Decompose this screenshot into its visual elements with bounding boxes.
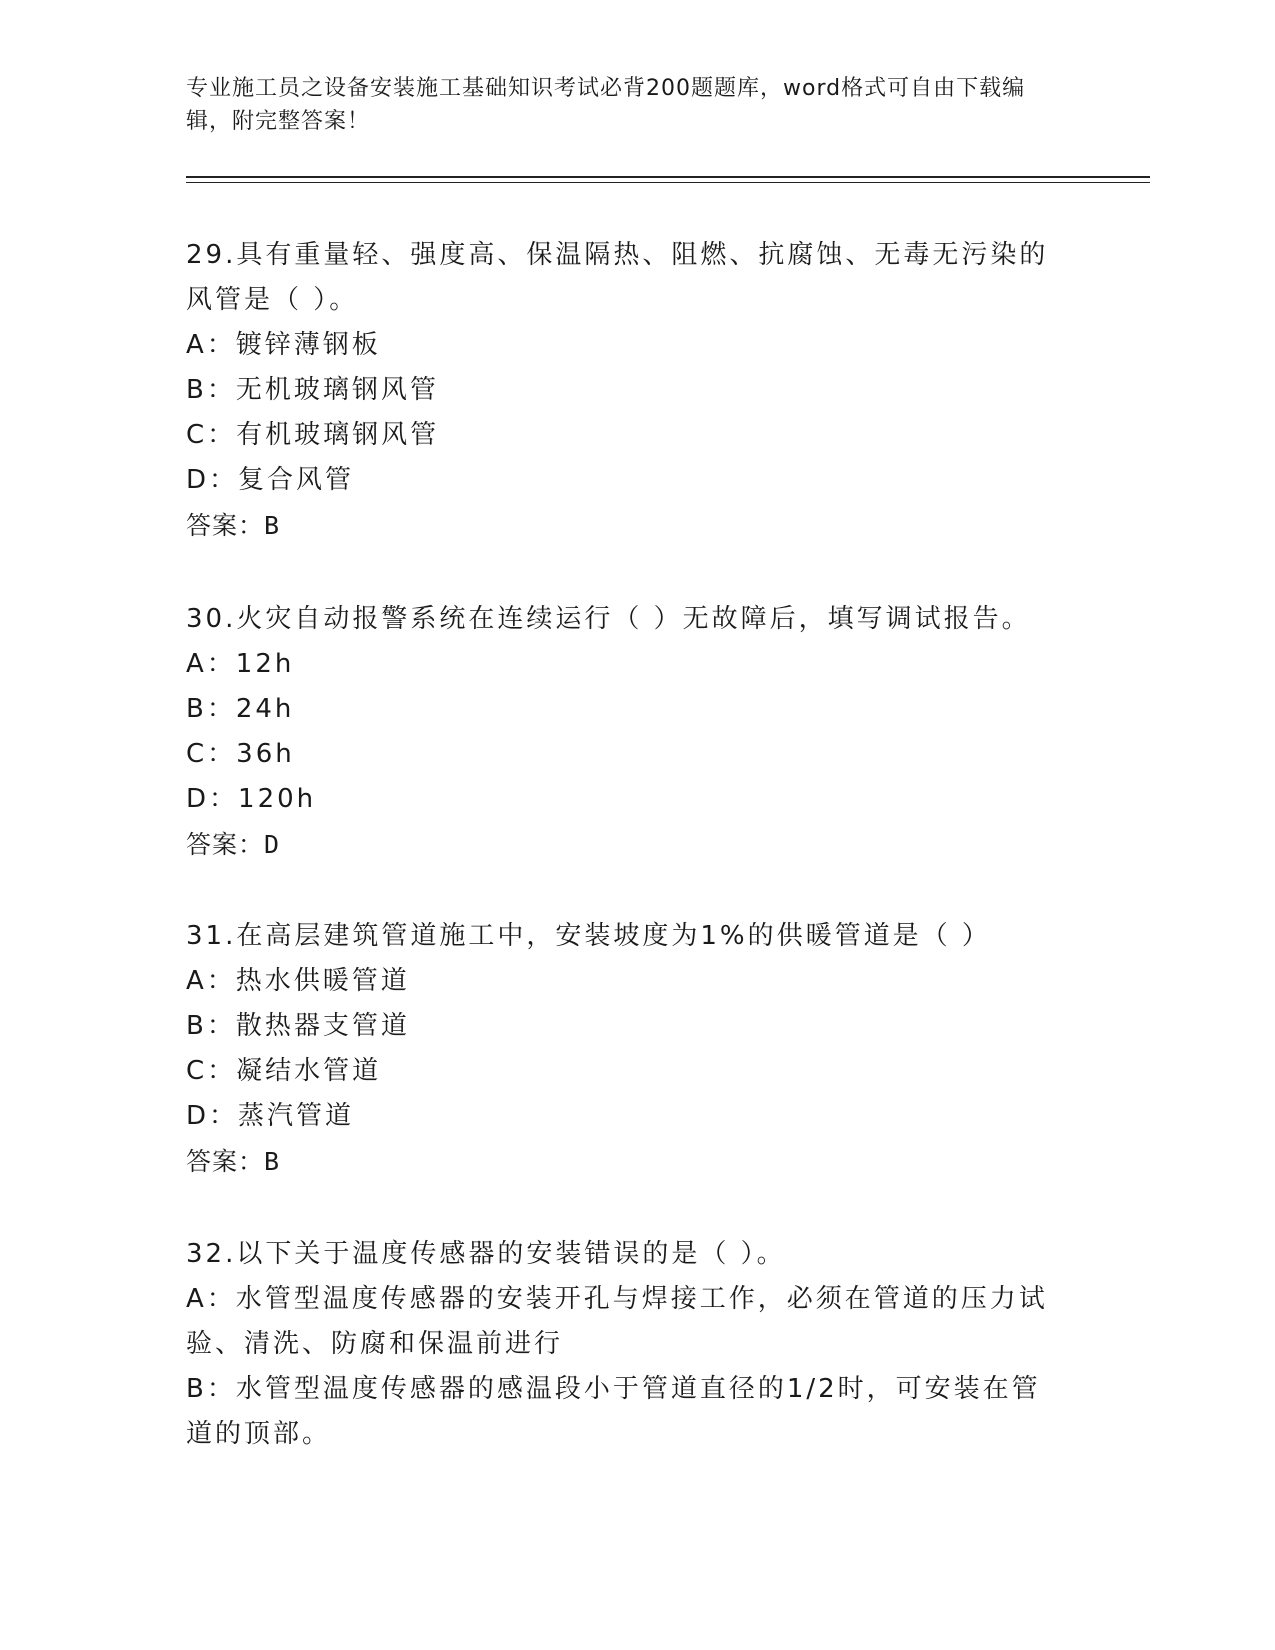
question-stem: 30.火灾自动报警系统在连续运行（ ）无故障后，填写调试报告。 bbox=[186, 604, 1031, 634]
option-d: D：120h bbox=[186, 784, 317, 814]
header-divider-top bbox=[186, 176, 1150, 178]
option-a: A：水管型温度传感器的安装开孔与焊接工作，必须在管道的压力试验、清洗、防腐和保温前进行 bbox=[186, 1284, 1048, 1359]
document-title: 专业施工员之设备安装施工基础知识考试必背200题题库，word格式可自由下载编辑，附完整答案！ bbox=[186, 76, 1026, 134]
option-c: C：有机玻璃钢风管 bbox=[186, 420, 440, 450]
answer-line: 答案：B bbox=[186, 511, 281, 540]
option-b: B：无机玻璃钢风管 bbox=[186, 375, 439, 405]
option-b: B：水管型温度传感器的感温段小于管道直径的1/2时，可安装在管道的顶部。 bbox=[186, 1374, 1041, 1449]
option-d: D：复合风管 bbox=[186, 465, 355, 495]
answer-line: 答案：D bbox=[186, 830, 281, 859]
question-stem: 29.具有重量轻、强度高、保温隔热、阻燃、抗腐蚀、无毒无污染的风管是（ ）。 bbox=[186, 240, 1049, 315]
question-stem: 31.在高层建筑管道施工中，安装坡度为1%的供暖管道是（ ） bbox=[186, 921, 991, 951]
option-c: C：36h bbox=[186, 739, 295, 769]
question-29 bbox=[186, 233, 1086, 548]
question-31 bbox=[186, 914, 1086, 1184]
header-divider-bottom bbox=[186, 182, 1150, 183]
option-c: C：凝结水管道 bbox=[186, 1056, 382, 1086]
question-stem: 32.以下关于温度传感器的安装错误的是（ ）。 bbox=[186, 1239, 786, 1269]
option-a: A：12h bbox=[186, 649, 295, 679]
option-a: A：热水供暖管道 bbox=[186, 966, 410, 996]
question-30 bbox=[186, 597, 1086, 867]
option-d: D：蒸汽管道 bbox=[186, 1101, 355, 1131]
answer-line: 答案：B bbox=[186, 1147, 281, 1176]
question-32 bbox=[186, 1232, 1086, 1457]
option-a: A：镀锌薄钢板 bbox=[186, 330, 381, 360]
option-b: B：散热器支管道 bbox=[186, 1011, 410, 1041]
option-b: B：24h bbox=[186, 694, 295, 724]
